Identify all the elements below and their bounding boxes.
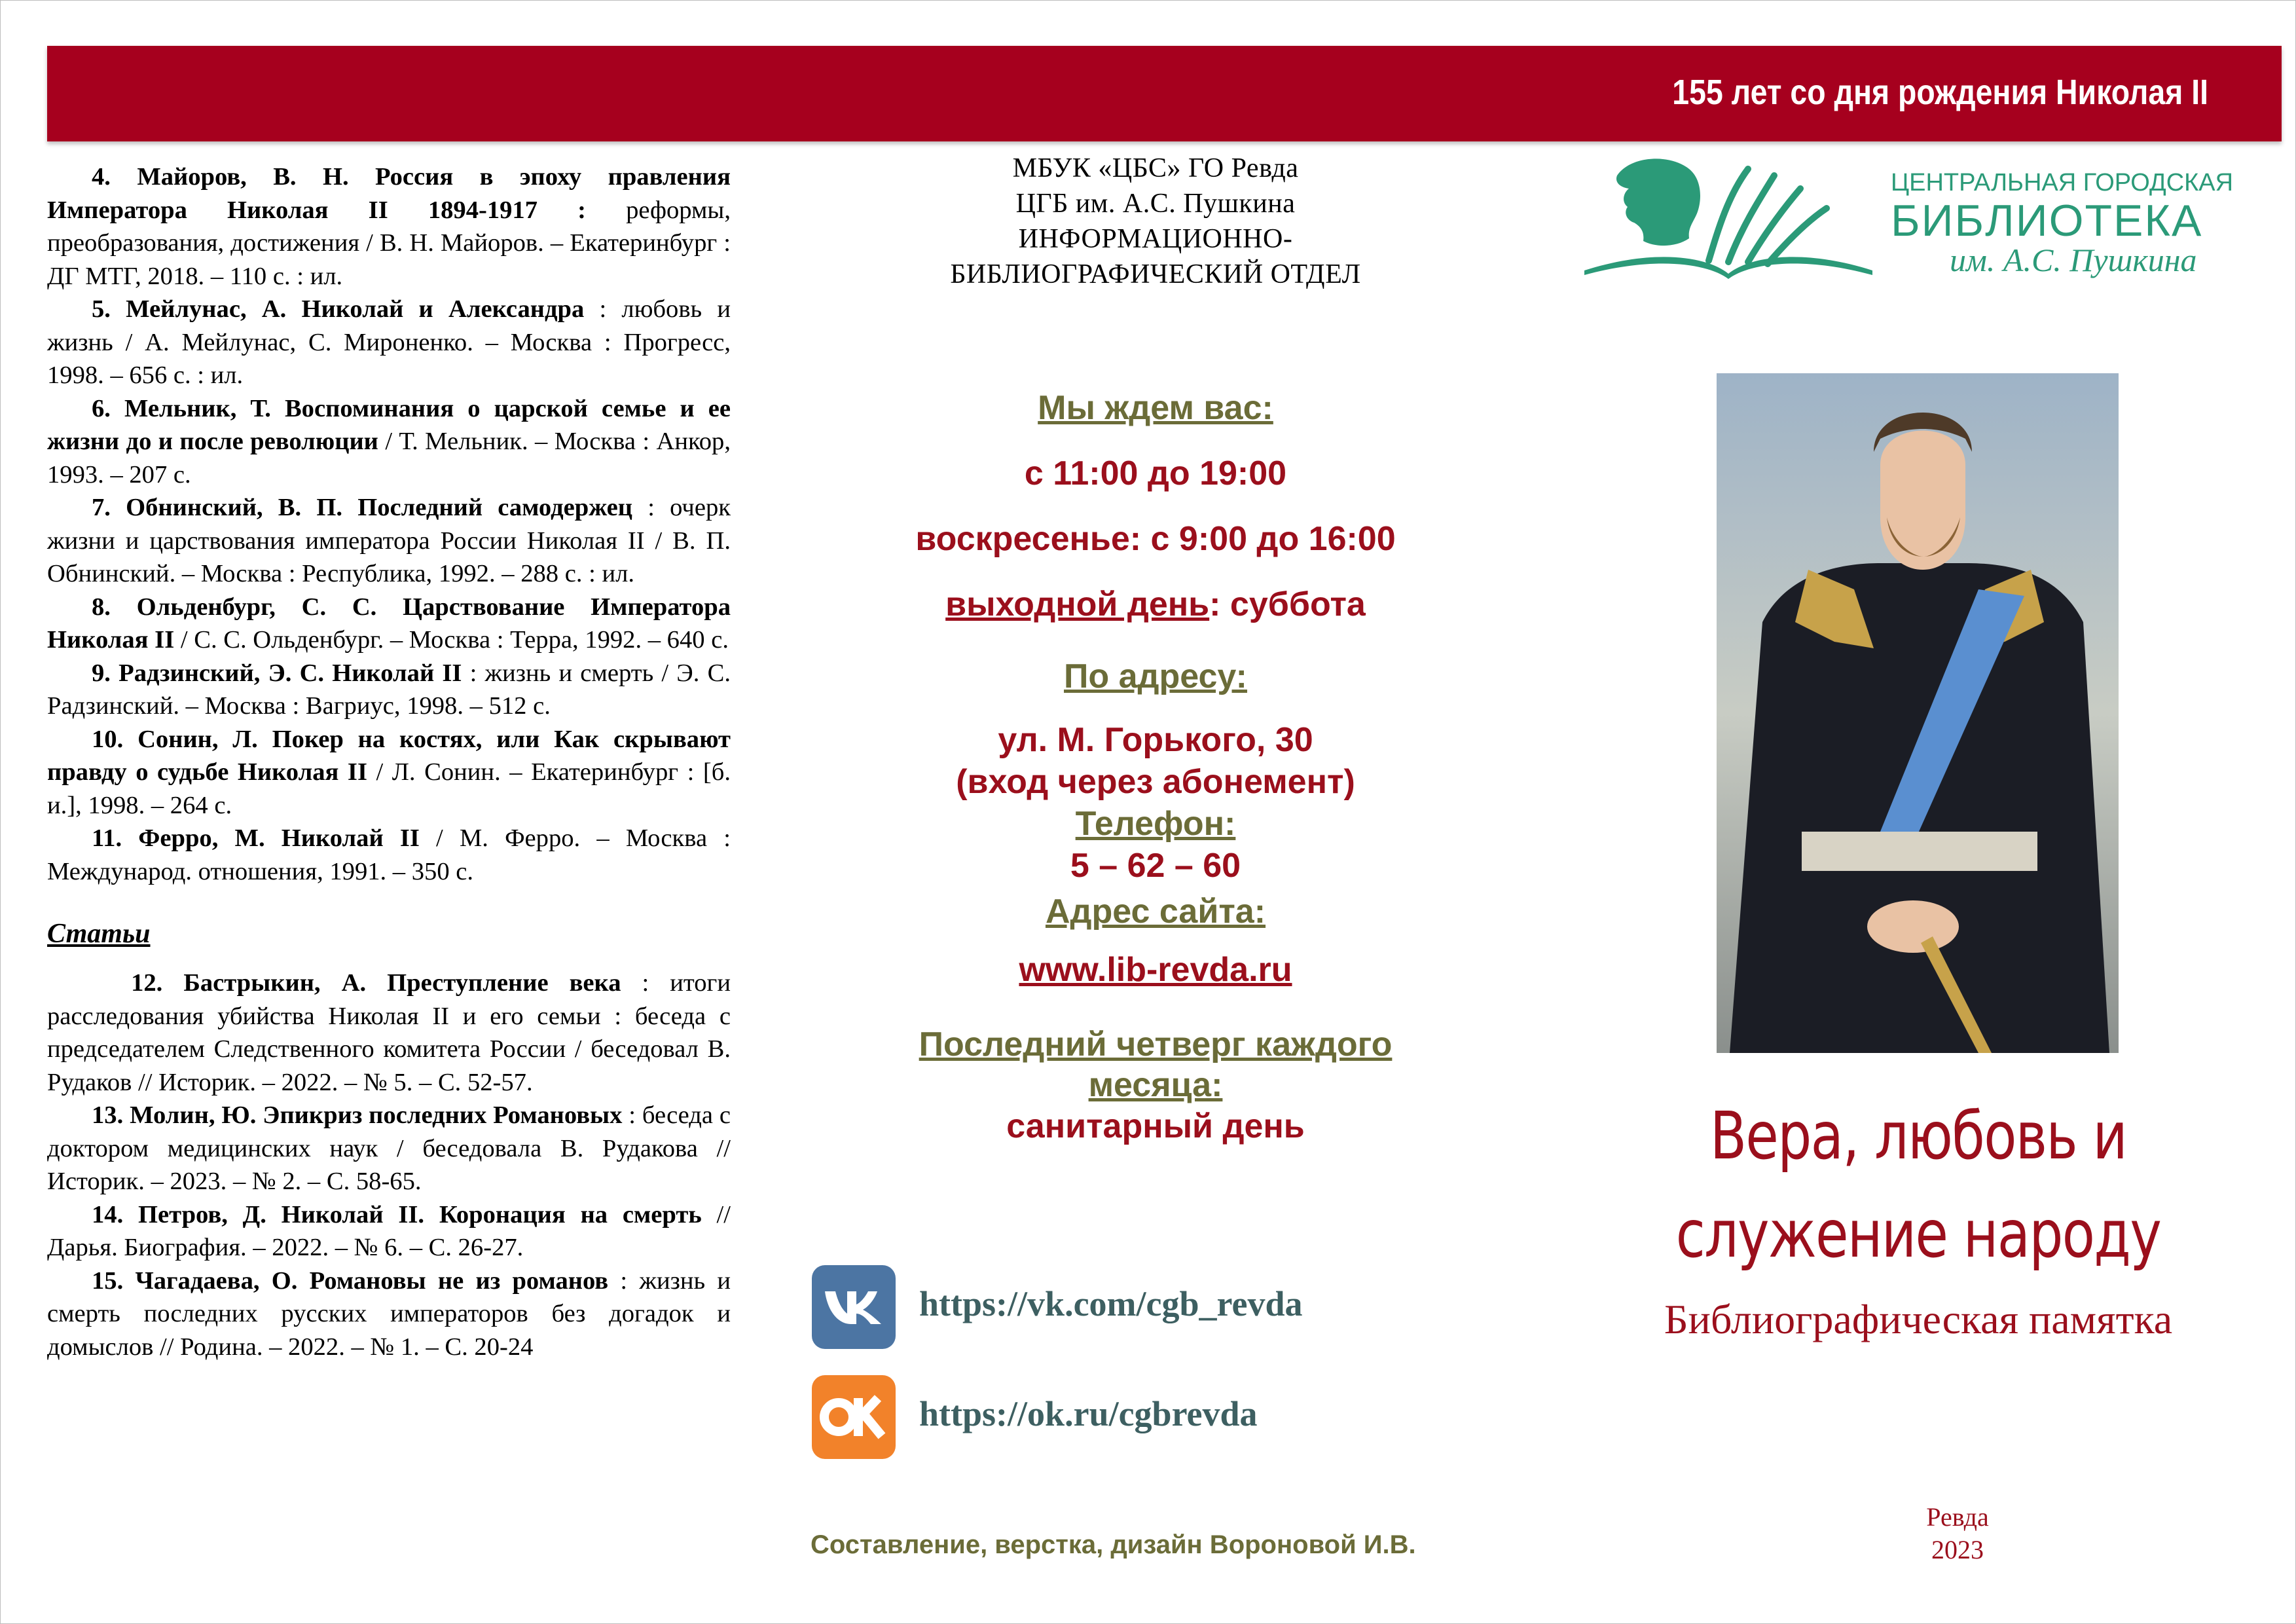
department-line2: БИБЛИОГРАФИЧЕСКИЙ ОТДЕЛ (950, 259, 1361, 289)
book-entry-title: 8. Ольденбург, С. С. Царствование Императора Николая II (47, 593, 731, 654)
street-address: ул. М. Горького, 30 (998, 721, 1313, 759)
footer-place-year (1899, 1501, 2016, 1566)
vk-link[interactable]: https://vk.com/cgb_revda (919, 1284, 1303, 1323)
book-entry-details: / М. Ферро. – Москва : Международ. отношения, 1991. – 350 с. (47, 824, 731, 885)
article-entry (47, 1264, 731, 1364)
book-entry-details: / Л. Сонин. – Екатеринбург : [б. и.], 1998. – 264 с. (47, 758, 731, 819)
library-name: ЦГБ им. А.С. Пушкина (1015, 189, 1296, 219)
department-line1: ИНФОРМАЦИОННО- (1018, 224, 1293, 254)
logo-line-2: БИБЛИОТЕКА (1891, 196, 2203, 246)
book-entry-title: 5. Мейлунас, А. Николай и Александра (92, 295, 585, 323)
book-entry-title: 7. Обнинский, В. П. Последний самодержец (92, 494, 633, 521)
pushkin-book-emblem (1578, 149, 1879, 280)
book-entry-details: реформы, преобразования, достижения / В. Н. Майоров. – Екатеринбург : ДГ МТГ, 2018. – 110 с. : ил. (47, 196, 731, 290)
day-off-value: : суббота (1209, 585, 1366, 623)
book-entry-details: : очерк жизни и царствования императора России Николая II / В. П. Обнинский. – Москва : Республика, 1992. – 288 с. : ил. (47, 494, 731, 587)
library-logo (1578, 149, 2234, 280)
entrance-note: (вход через абонемент) (956, 763, 1355, 801)
address-heading: По адресу: (1064, 657, 1247, 695)
article-entry (47, 967, 731, 1099)
book-entry-details: / Т. Мельник. – Москва : Анкор, 1993. – 207 с. (47, 428, 731, 489)
vk-row (812, 1265, 1401, 1350)
institution-name: МБУК «ЦБС» ГО Ревда (1012, 153, 1299, 183)
article-entry-title: 13. Молин, Ю. Эпикриз последних Романовых (92, 1101, 623, 1129)
book-entry-details: : любовь и жизнь / А. Мейлунас, С. Мироненко. – Москва : Прогресс, 1998. – 656 с. : ил. (47, 295, 731, 389)
odnoklassniki-icon[interactable] (812, 1375, 896, 1459)
main-title (1591, 1087, 2246, 1283)
ok-link[interactable]: https://ok.ru/cgbrevda (919, 1394, 1258, 1433)
sanitary-text: санитарный день (1006, 1107, 1305, 1145)
phone-label: Телефон: (1075, 805, 1236, 843)
book-entry (47, 392, 731, 492)
banner-title: 155 лет со дня рождения Николая II (1672, 73, 2208, 112)
footer-year: 2023 (1931, 1535, 1984, 1564)
schedule-heading: Мы ждем вас: (1038, 389, 1273, 427)
book-entry-title: 10. Сонин, Л. Покер на костях, или Как скрывают правду о судьбе Николая II (47, 725, 731, 786)
top-banner (47, 46, 2282, 141)
bibliography-column (47, 160, 731, 1363)
credits: Составление, верстка, дизайн Вороновой И.В. (811, 1530, 1416, 1559)
book-entry-title: 11. Ферро, М. Николай II (92, 824, 420, 852)
day-off (779, 584, 1532, 625)
book-entry (47, 591, 731, 657)
book-entry-title: 9. Радзинский, Э. С. Николай II (92, 659, 462, 687)
articles-heading: Статьи (47, 919, 151, 949)
book-entry-title: 4. Майоров, В. Н. Россия в эпоху правления Императора Николая II 1894-1917 : (47, 163, 731, 224)
article-entry-title: 12. Бастрыкин, А. Преступление века (131, 969, 621, 997)
article-entry (47, 1198, 731, 1264)
article-entry (47, 1099, 731, 1198)
weekday-hours: с 11:00 до 19:00 (1024, 454, 1287, 492)
article-entry-details: : жизнь и смерть последних русских императоров без догадок и домыслов // Родина. – 2022. – № 1. – С. 20-24 (47, 1266, 731, 1361)
article-entry-title: 14. Петров, Д. Николай II. Коронация на смерть (92, 1200, 702, 1228)
logo-line-1: ЦЕНТРАЛЬНАЯ ГОРОДСКАЯ (1891, 169, 2234, 196)
book-entry (47, 160, 731, 293)
sunday-hours: воскресенье: с 9:00 до 16:00 (915, 520, 1396, 558)
book-entry-details: : жизнь и смерть / Э. С. Радзинский. – Москва : Вагриус, 1998. – 512 с. (47, 659, 731, 720)
sanitary-heading: Последний четверг каждого месяца: (919, 1025, 1393, 1104)
main-title-line-1: Вера, любовь и (1709, 1098, 2127, 1174)
article-entry-title: 15. Чагадаева, О. Романовы не из романов (92, 1266, 609, 1295)
footer-city: Ревда (1926, 1502, 1989, 1532)
portrait-nicholas-ii (1717, 373, 2119, 1053)
phone-number: 5 – 62 – 60 (1070, 847, 1241, 885)
site-link[interactable]: www.lib-revda.ru (1019, 951, 1292, 989)
book-entry-title: 6. Мельник, Т. Воспоминания о царской семье и ее жизни до и после революции (47, 394, 731, 455)
vk-icon[interactable] (812, 1265, 896, 1349)
subtitle: Библиографическая памятка (1664, 1296, 2173, 1342)
article-entry-details: // Дарья. Биография. – 2022. – № 6. – С. 26-27. (47, 1200, 731, 1261)
book-entry (47, 723, 731, 822)
logo-line-3: им. А.С. Пушкина (1950, 242, 2197, 278)
book-entry (47, 293, 731, 392)
day-off-label: выходной день (945, 585, 1210, 623)
book-entry-details: / С. С. Ольденбург. – Москва : Терра, 1992. – 640 с. (174, 626, 729, 654)
article-entry-details: : итоги расследования убийства Николая II и его семьи : беседа с председателем Следственного комитета России / беседовал В. Рудаков // Историк. – 2022. – № 5. – С. 52-57. (47, 969, 731, 1096)
site-label: Адрес сайта: (1045, 893, 1266, 931)
article-entry-details: : беседа с доктором медицинских наук / беседовала В. Рудакова // Историк. – 2023. – № 2. – С. 58-65. (47, 1101, 731, 1195)
book-entry (47, 491, 731, 591)
main-title-line-2: служение народу (1675, 1196, 2161, 1272)
ok-row (812, 1375, 1401, 1460)
book-entry (47, 657, 731, 723)
book-entry (47, 822, 731, 888)
contact-column (779, 151, 1532, 1147)
